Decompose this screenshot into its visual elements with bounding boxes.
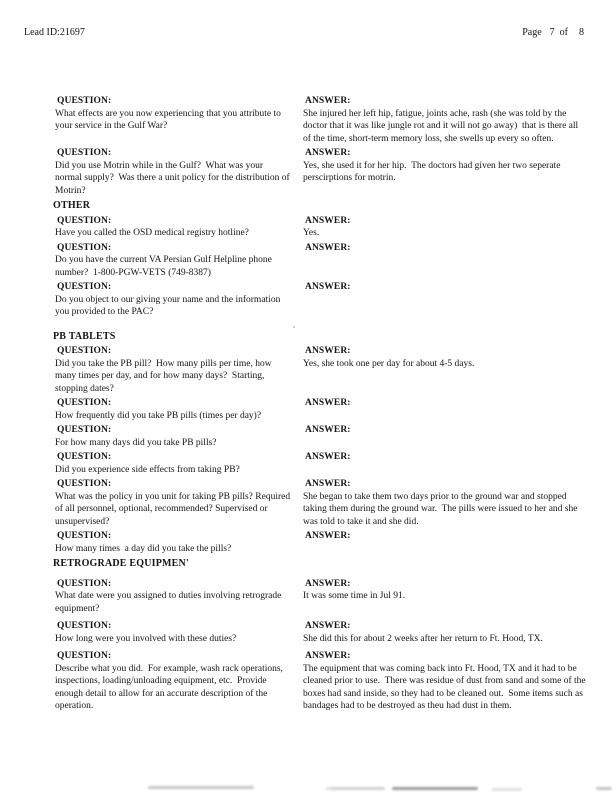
section-other [55, 200, 587, 319]
question-text: How frequently did you take PB pills (times per day)? [55, 410, 262, 421]
page-number [522, 27, 584, 39]
question-cell [55, 147, 303, 197]
answer-text: Yes, she took one per day for about 4-5 days. [303, 358, 475, 369]
question-cell [55, 397, 303, 422]
question-label: QUESTION: [57, 215, 112, 226]
answer-cell [303, 147, 587, 197]
qa-row [55, 578, 587, 616]
question-text: Do you have the current VA Persian Gulf Helpline phone number? 1-800-PGW-VETS (749-8387) [55, 255, 275, 278]
section-pb-tablets [55, 331, 587, 556]
qa-row [55, 424, 587, 449]
lead-id: Lead ID:21697 [24, 27, 85, 38]
qa-row [55, 397, 587, 422]
question-label: QUESTION: [57, 398, 112, 408]
section-retrograde-equipment [55, 558, 587, 713]
question-text: Have you called the OSD medical registry hotline? [55, 228, 249, 238]
question-label: QUESTION: [57, 578, 112, 589]
qa-row [55, 281, 587, 319]
qa-content [55, 95, 587, 718]
scan-smudge [492, 788, 522, 791]
question-text: How long were you involved with these duties? [55, 633, 237, 644]
question-text: What effects are you now experiencing that you attribute to your service in the Gulf War? [55, 108, 284, 131]
question-text: Do you object to our giving your name and the information you provided to the PAC? [55, 294, 283, 317]
question-text: Describe what you did. For example, wash rack operations, inspections, loading/unloading equipment, etc. Provide enough detail to allow for an accurate description of the operation. [55, 663, 286, 711]
answer-label: ANSWER: [305, 346, 351, 356]
answer-label: ANSWER: [305, 242, 351, 253]
answer-text: Yes, she used it for her hip. The doctors had given her two seperate perscirptions for motrin. [303, 160, 563, 183]
answer-label: ANSWER: [305, 148, 351, 158]
section-title: PB TABLETS [53, 330, 116, 342]
answer-cell [303, 478, 587, 528]
answer-cell [303, 95, 587, 145]
answer-cell [303, 345, 587, 395]
answer-label: ANSWER: [305, 398, 351, 408]
question-text: How many times a day did you take the pills? [55, 543, 232, 554]
scan-speck [293, 326, 295, 328]
question-cell [55, 578, 303, 616]
question-text: Did you use Motrin while in the Gulf? What was your normal supply? Was there a unit policy for the distribution of Motrin? [55, 160, 293, 196]
qa-row [55, 147, 587, 197]
answer-label: ANSWER: [305, 215, 351, 226]
answer-cell [303, 578, 587, 616]
scan-smudge [330, 787, 385, 790]
question-label: QUESTION: [57, 148, 112, 158]
question-label: QUESTION: [57, 96, 112, 106]
qa-row [55, 620, 587, 645]
answer-text: She did this for about 2 weeks after her return to Ft. Hood, TX. [303, 633, 543, 644]
question-cell [55, 620, 303, 645]
qa-row [55, 345, 587, 395]
question-text: What date were you assigned to duties involving retrograde equipment? [55, 591, 284, 614]
scan-smudge [392, 787, 478, 790]
answer-label: ANSWER: [305, 621, 351, 631]
page-word: Page [522, 27, 542, 38]
answer-label: ANSWER: [305, 531, 351, 541]
question-label: QUESTION: [57, 346, 112, 356]
answer-cell [303, 397, 587, 422]
question-cell [55, 95, 303, 145]
question-text: For how many days did you take PB pills? [55, 437, 217, 448]
qa-row [55, 650, 587, 713]
page-number-current: 7 [549, 27, 555, 38]
question-label: QUESTION: [57, 531, 112, 541]
question-label: QUESTION: [57, 452, 112, 462]
answer-label: ANSWER: [305, 578, 351, 589]
answer-text: Yes. [303, 228, 320, 238]
answer-cell [303, 451, 587, 476]
page-header [24, 27, 584, 39]
of-word: of [559, 27, 568, 38]
answer-cell [303, 620, 587, 645]
question-label: QUESTION: [57, 479, 112, 489]
answer-label: ANSWER: [305, 479, 351, 489]
qa-row [55, 478, 587, 528]
answer-text: The equipment that was coming back into Ft. Hood, TX and it had to be cleaned prior to use. There was residue of dust from sand and some of the boxes had sand inside, so they had to be cleaned out. Some items such as bandages had to be destroyed as theu had dust in them. [303, 663, 589, 711]
question-label: QUESTION: [57, 621, 112, 631]
question-text: Did you experience side effects from taking PB? [55, 464, 240, 475]
answer-cell [303, 650, 587, 713]
answer-label: ANSWER: [305, 452, 351, 462]
question-label: QUESTION: [57, 282, 112, 292]
answer-label: ANSWER: [305, 425, 351, 435]
answer-cell [303, 424, 587, 449]
question-cell [55, 530, 303, 555]
answer-label: ANSWER: [305, 96, 351, 106]
question-cell [55, 345, 303, 395]
question-cell [55, 424, 303, 449]
answer-label: ANSWER: [305, 282, 351, 292]
question-cell [55, 451, 303, 476]
answer-text: She began to take them two days prior to the ground war and stopped taking them during the ground war. The pills were issued to her and she was told to take it and she did. [303, 491, 580, 527]
qa-row [55, 242, 587, 280]
section-untitled [55, 95, 587, 197]
question-label: QUESTION: [57, 242, 112, 253]
answer-cell [303, 530, 587, 555]
section-title: OTHER [53, 200, 91, 211]
answer-cell [303, 281, 587, 319]
question-cell [55, 215, 303, 240]
scan-smudge [596, 787, 612, 790]
scan-smudge [148, 786, 254, 789]
answer-cell [303, 242, 587, 280]
qa-row [55, 95, 587, 145]
answer-text: She injured her left hip, fatigue, joints ache, rash (she was told by the doctor that it was like jungle rot and it will not go away) that is there all of the time, short-term memory loss, she swells up every so often. [303, 108, 581, 144]
question-text: What was the policy in you unit for taking PB pills? Required of all personnel, optional, recommended? Supervised or unsupervised? [55, 491, 293, 527]
qa-row [55, 451, 587, 476]
question-cell [55, 242, 303, 280]
question-text: Did you take the PB pill? How many pills per time, how many times per day, and for how many days? Starting, stopping dates? [55, 358, 275, 394]
question-label: QUESTION: [57, 651, 112, 661]
question-cell [55, 478, 303, 528]
answer-label: ANSWER: [305, 651, 351, 661]
answer-text: It was some time in Jul 91. [303, 591, 406, 601]
question-cell [55, 281, 303, 319]
question-label: QUESTION: [57, 425, 112, 435]
section-title: RETROGRADE EQUIPMEN' [53, 558, 189, 569]
qa-row [55, 215, 587, 240]
answer-cell [303, 215, 587, 240]
page-number-total: 8 [579, 27, 584, 38]
question-cell [55, 650, 303, 713]
qa-row [55, 530, 587, 555]
